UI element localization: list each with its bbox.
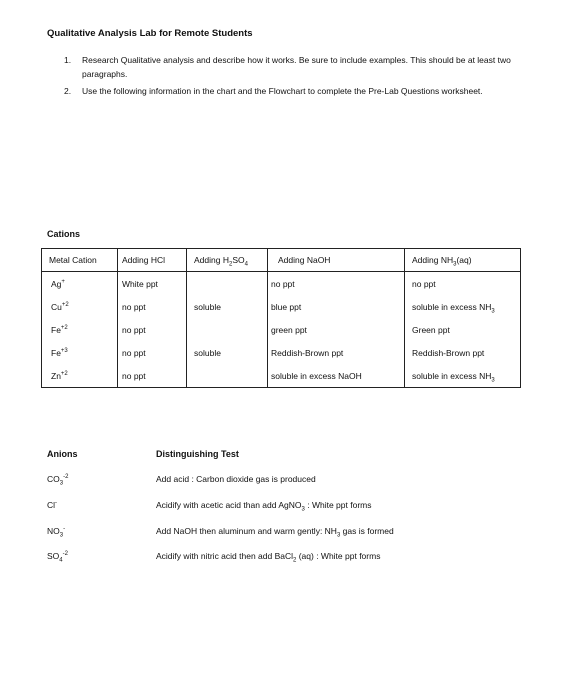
cation-table — [41, 248, 521, 388]
header-adding-h2so4: Adding $H_2SO_4$ — [187, 249, 268, 272]
nh3-cell: Green ppt — [405, 318, 521, 341]
anion-label: Cl- — [47, 500, 58, 510]
list-item — [47, 551, 517, 565]
h2so4-cell — [187, 272, 268, 296]
header-metal-cation: Metal Cation — [42, 249, 118, 272]
table-row — [42, 364, 521, 388]
anion-label: $NO_3^-$ — [47, 526, 66, 539]
header-adding-nh3: Adding $NH_3(aq)$ — [405, 249, 521, 272]
anion-test: Add NaOH then aluminum and warm gently: $NH_3$ gas is formed — [156, 526, 394, 539]
h2so4-cell — [187, 318, 268, 341]
naoh-cell: green ppt — [268, 318, 405, 341]
hcl-cell: no ppt — [118, 341, 187, 364]
naoh-cell: blue ppt — [268, 295, 405, 318]
nh3-cell: soluble in excess $NH_3$ — [405, 295, 521, 318]
table-row — [42, 272, 521, 296]
hcl-cell: no ppt — [118, 364, 187, 388]
instruction-text: Research Qualitative analysis and describe how it works. Be sure to include examples. This should be at least two paragraphs. — [82, 55, 511, 79]
cation-cell: $Zn^{+2}$ — [42, 364, 118, 388]
cations-heading: Cations — [47, 229, 81, 239]
table-row — [42, 318, 521, 341]
anion-label: $SO_4^{-2}$ — [47, 551, 68, 564]
nh3-cell: soluble in excess $NH_3$ — [405, 364, 521, 388]
instruction-text: Use the following information in the chart and the Flowchart to complete the Pre-Lab Questions worksheet. — [82, 86, 483, 96]
anions-heading: Anions — [47, 449, 78, 459]
naoh-cell: no ppt — [268, 272, 405, 296]
anion-label: $CO_3^{-2}$ — [47, 474, 69, 487]
hcl-cell: no ppt — [118, 318, 187, 341]
h2so4-cell: soluble — [194, 347, 221, 358]
distinguishing-test-heading: Distinguishing Test — [156, 449, 239, 459]
instruction-item-1 — [64, 53, 534, 83]
cation-cell: Ag+ — [42, 272, 118, 296]
list-item — [47, 500, 517, 514]
hcl-cell: no ppt — [118, 295, 187, 318]
anion-test: Acidify with acetic acid than add AgNO$_3$ : White ppt forms — [156, 500, 372, 513]
instruction-item-2 — [64, 84, 534, 114]
h2so4-cell: soluble — [194, 301, 221, 312]
hcl-cell: White ppt — [118, 272, 187, 296]
naoh-cell: Reddish-Brown ppt — [268, 341, 405, 364]
naoh-cell: soluble in excess NaOH — [268, 364, 405, 388]
h2so4-cell — [187, 364, 268, 388]
table-row — [42, 295, 521, 318]
nh3-cell: Reddish-Brown ppt — [405, 341, 521, 364]
anion-test: Add acid : Carbon dioxide gas is produced — [156, 474, 316, 484]
instruction-number: 2. — [64, 86, 72, 96]
table-row — [42, 341, 521, 364]
header-adding-hcl: Adding HCl — [118, 249, 187, 272]
cation-cell: $Fe^{+2}$ — [42, 318, 118, 341]
cation-cell: $Fe^{+3}$ — [42, 341, 118, 364]
cation-cell: $Cu^{+2}$ — [42, 295, 118, 318]
instruction-number: 1. — [64, 55, 72, 65]
document-title: Qualitative Analysis Lab for Remote Students — [47, 28, 253, 39]
list-item — [47, 474, 517, 488]
anion-test: Acidify with nitric acid then add BaCl$_2$ (aq) : White ppt forms — [156, 551, 381, 564]
header-adding-naoh: Adding NaOH — [268, 249, 405, 272]
nh3-cell: no ppt — [405, 272, 521, 296]
list-item — [47, 526, 517, 540]
cation-table-header-row — [42, 249, 521, 272]
